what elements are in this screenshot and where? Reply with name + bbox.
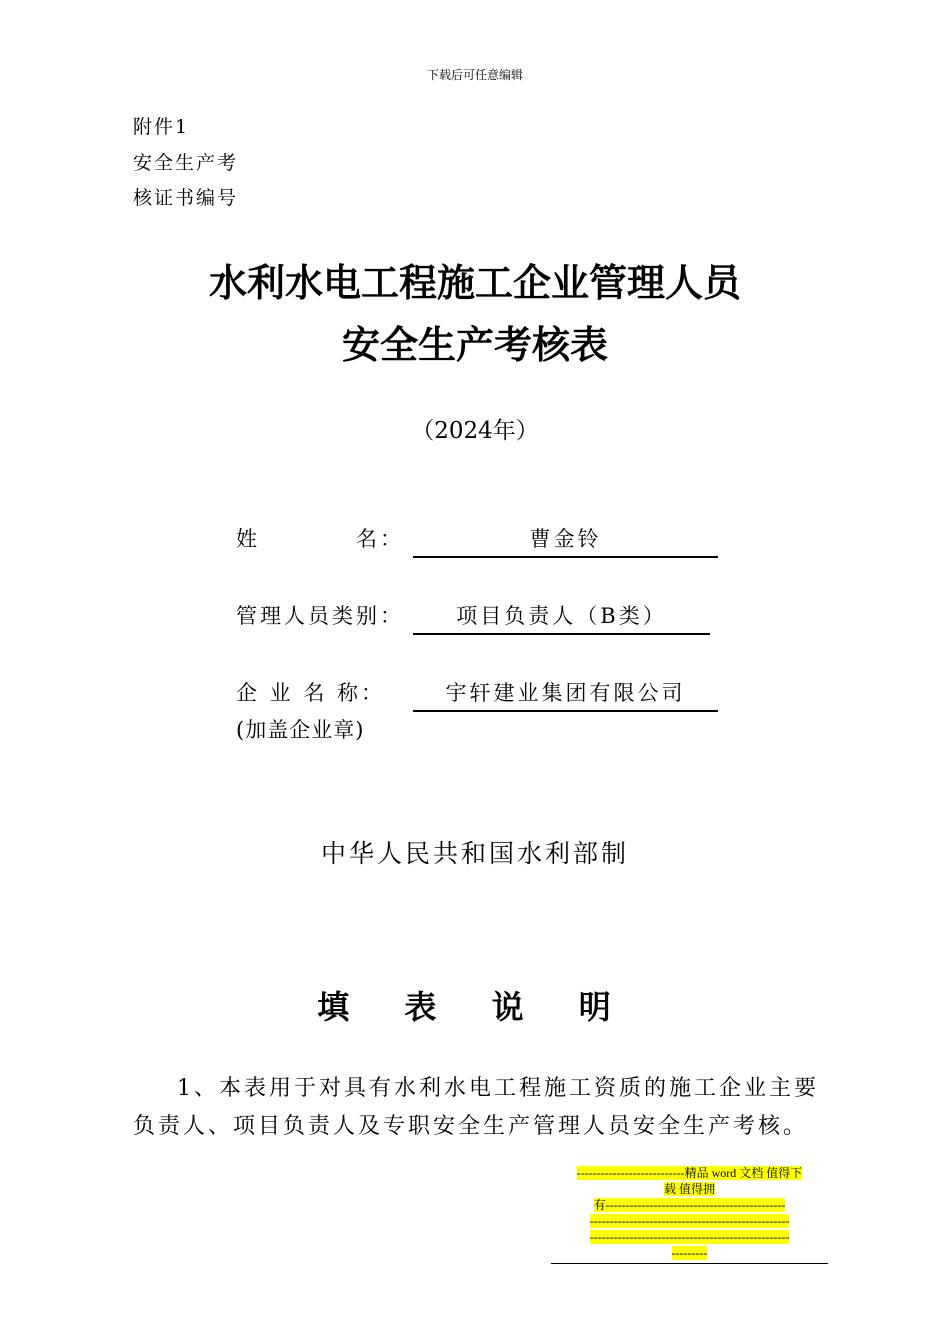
instruction-item-1: 1、本表用于对具有水利水电工程施工资质的施工企业主要负责人、项目负责人及专职安全生产管理人员安全生产考核。 [133, 1076, 819, 1139]
watermark-line3: 有--------------------------------------------- [593, 1198, 786, 1212]
category-label: 管理人员类别： [236, 604, 404, 628]
attachment-label: 附件1 [133, 116, 190, 138]
certificate-number-label-line2: 核证书编号 [133, 187, 239, 209]
watermark-rule [551, 1263, 828, 1264]
document-title-line2: 安全生产考核表 [341, 323, 608, 367]
document-title-line1: 水利水电工程施工企业管理人员 [208, 261, 741, 305]
company-label: 企 业 名 称： [236, 681, 386, 705]
name-label: 姓 名： [236, 527, 404, 551]
company-field: 宇轩建业集团有限公司 [413, 683, 718, 712]
watermark-line2: 载 值得拥 [663, 1182, 715, 1196]
watermark-line5: -------------------------------------------------- [589, 1230, 790, 1244]
year-label: （2024年） [411, 418, 539, 444]
watermark-line1: ---------------------------精品 word 文档 值得下 [576, 1166, 803, 1180]
watermark-line4: -------------------------------------------------- [589, 1214, 790, 1228]
name-field: 曹金铃 [413, 529, 718, 558]
watermark-line6: --------- [671, 1246, 708, 1260]
issuing-authority: 中华人民共和国水利部制 [320, 839, 629, 868]
seal-note: (加盖企业章) [236, 718, 365, 742]
watermark-box [551, 1165, 828, 1261]
certificate-number-label-line1: 安全生产考 [133, 152, 239, 174]
category-field: 项目负责人（B类） [413, 606, 710, 635]
instructions-title: 填 表 说 明 [317, 988, 633, 1026]
header-note: 下载后可任意编辑 [426, 68, 523, 82]
